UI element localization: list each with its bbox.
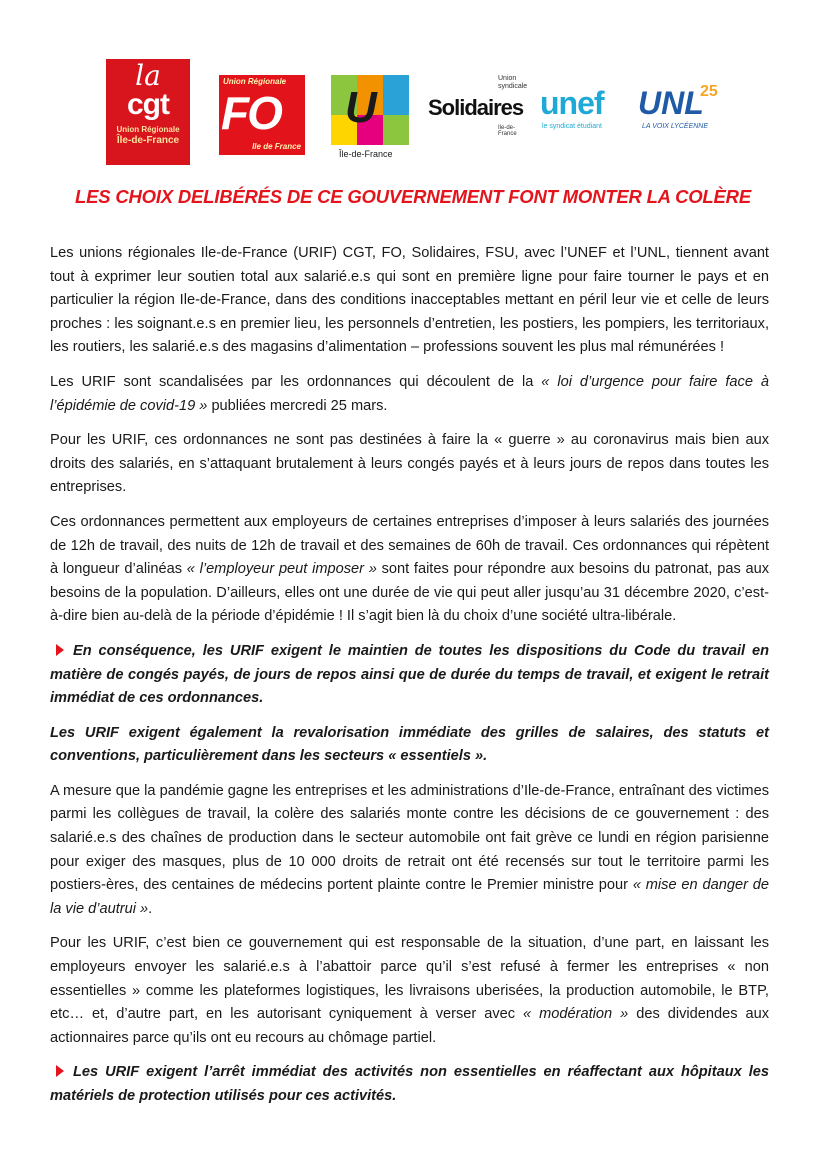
demand-paragraph-1 bbox=[50, 640, 769, 711]
demand-paragraph-1-text: En conséquence, les URIF exigent le maintien de toutes les dispositions du Code du travail en matière de congés payés, de jours de repos ainsi que de durée du temps de travail, et exigent le retrait immédiat de ces ordonnances. bbox=[50, 642, 769, 707]
paragraph-8-text-b: des dividendes aux actionnaires parce qu’ils ont eu recours au chômage partiel. bbox=[50, 1006, 770, 1046]
unl-logo bbox=[638, 85, 728, 145]
paragraph-2-quote: « loi d’urgence pour faire face à l’épidémie de covid-19 » bbox=[50, 373, 769, 414]
paragraph-7-quote: « mise en danger de la vie d’autrui » bbox=[50, 877, 769, 917]
demand-paragraph-2: Les URIF exigent également la revalorisation immédiate des grilles de salaires, des statuts et conventions, particulièrement dans les secteurs « essentiels ». bbox=[50, 724, 769, 765]
unef-logo-tagline: le syndicat étudiant bbox=[542, 123, 602, 130]
cgt-logo-sub2: Île-de-France bbox=[116, 135, 180, 146]
fsu-logo bbox=[331, 75, 409, 167]
paragraph-4 bbox=[50, 511, 769, 629]
solidaires-logo bbox=[428, 73, 528, 155]
paragraph-8-quote: « modération » bbox=[523, 1006, 629, 1023]
paragraph-7-text-b: . bbox=[148, 900, 153, 917]
unef-logo-name: unef bbox=[540, 85, 604, 121]
cgt-logo bbox=[106, 59, 190, 165]
document-body bbox=[50, 242, 769, 1120]
paragraph-4-text-b: sont faites pour répondre aux besoins du patronat, pas aux besoins de la population. D’ailleurs, elles ont une durée de vie qui peut aller jusqu’au 31 décembre 2020, c’est-à-dire bien au-delà de la période d’épidémie ! Il s’agit bien là du choix d’une société ultra-libérale. bbox=[50, 561, 770, 625]
paragraph-3: Pour les URIF, ces ordonnances ne sont pas destinées à faire la « guerre » au coronavirus mais bien aux droits des salariés, en s’attaquant brutalement à leurs congés payés et à leurs jours de repos dans toutes les entreprises. bbox=[50, 432, 769, 496]
cgt-logo-sub1: Union Régionale bbox=[116, 125, 180, 134]
page-title: LES CHOIX DELIBÉRÉS DE CE GOUVERNEMENT FONT MONTER LA COLÈRE bbox=[75, 186, 751, 207]
demand-paragraph-3-text: Les URIF exigent l’arrêt immédiat des activités non essentielles en réaffectant aux hôpitaux les matériels de protection utilisés pour ces activités. bbox=[50, 1064, 769, 1104]
paragraph-1: Les unions régionales Ile-de-France (URIF) CGT, FO, Solidaires, FSU, avec l’UNEF et l’UNL, tiennent avant tout à exprimer leur soutien total aux salarié.e.s qui sont en première ligne pour faire tourner le pays et en particulier la région Ile-de-France, dans des conditions inacceptables mettant en péril leur vie et celle de leurs proches : les soignant.e.s en premier lieu, les personnels d’entretien, les postiers, les pompiers, les territoriaux, les routiers, les salarié.e.s des magasins d’alimentation – professions souvent les plus mal rémunérées ! bbox=[50, 245, 769, 356]
paragraph-8 bbox=[50, 932, 769, 1050]
solidaires-logo-name: Solidaires bbox=[428, 95, 524, 120]
paragraph-2-text-a: Les URIF sont scandalisées par les ordonnances qui découlent de la bbox=[50, 373, 542, 390]
paragraph-2 bbox=[50, 371, 769, 418]
paragraph-8-text-a: Pour les URIF, c’est bien ce gouvernement qui est responsable de la situation, d’une part, en laissant les employeurs envoyer les salarié.e.s à l’abattoir parce qu’il s’est refusé à fermer les entreprises « non essentielles » comme les plateformes logistiques, les livraisons uberisées, la production automobile, le BTP, etc… et, d’autre part, en les autorisant cyniquement à verser avec bbox=[50, 935, 769, 1023]
logos-row bbox=[106, 55, 726, 170]
fo-logo-sub: Ile de France bbox=[252, 142, 301, 151]
unef-logo bbox=[540, 85, 630, 145]
paragraph-4-quote: « l’employeur peut imposer » bbox=[186, 561, 377, 578]
paragraph-7 bbox=[50, 780, 769, 922]
fo-logo-top: Union Régionale bbox=[223, 77, 287, 86]
fsu-logo-sub: Île-de-France bbox=[339, 149, 393, 159]
paragraph-2-text-b: publiées mercredi 25 mars. bbox=[207, 397, 388, 414]
paragraph-4-text-a: Ces ordonnances permettent aux employeurs de certaines entreprises d’imposer à leurs salariés des journées de 12h de travail, des nuits de 12h de travail et des semaines de 60h de travail. Ces ordonnances qui répètent à longueur d’alinéas bbox=[50, 513, 769, 578]
red-arrow-icon bbox=[56, 1065, 64, 1077]
solidaires-logo-sub: Ile-de-France bbox=[498, 125, 517, 137]
unl-logo-name: UNL bbox=[638, 85, 704, 121]
unl-logo-tagline: LA VOIX LYCÉENNE bbox=[642, 123, 709, 130]
demand-paragraph-3 bbox=[50, 1061, 769, 1108]
fo-logo bbox=[219, 75, 305, 155]
paragraph-7-text-a: A mesure que la pandémie gagne les entreprises et les administrations d’Ile-de-France, entraînant des victimes parmi les collègues de travail, la colère des salariés monte contre les décisions de ce gouvernement : des salarié.e.s des chaînes de production dans le secteur automobile ont fait grève ce lundi en région parisienne pour exiger des masques, plus de 10 000 droits de retrait ont été recensés sur tout le territoire parmi les postiers-ères, des centaines de médecins portent plainte contre le Premier ministre pour bbox=[50, 782, 769, 894]
fsu-logo-name: U bbox=[345, 83, 377, 132]
fo-logo-name: FO bbox=[221, 87, 281, 139]
red-arrow-icon bbox=[56, 644, 64, 656]
unl-logo-mark: 25 bbox=[700, 83, 718, 100]
solidaires-logo-union: Union syndicale bbox=[498, 75, 528, 90]
cgt-logo-name: cgt bbox=[127, 88, 169, 121]
cgt-logo-la: la bbox=[135, 59, 161, 92]
